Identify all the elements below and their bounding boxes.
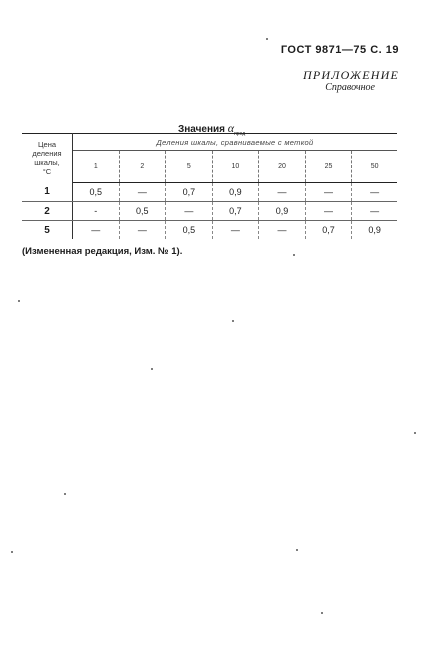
table-cell bbox=[166, 221, 213, 240]
cell-value: — bbox=[91, 225, 101, 235]
row-header-cell bbox=[22, 134, 73, 183]
table-title-symbol: α bbox=[227, 121, 235, 135]
scan-speck bbox=[151, 368, 153, 370]
table-cell bbox=[305, 183, 352, 202]
cell-value: — bbox=[277, 225, 287, 235]
cell-value: 0,5 bbox=[89, 187, 103, 197]
row-label: 1 bbox=[22, 183, 73, 202]
scan-speck bbox=[266, 38, 268, 40]
cell-value: 0,5 bbox=[136, 206, 149, 216]
column-header: 25 bbox=[305, 151, 352, 183]
cell-value: 0,9 bbox=[368, 225, 381, 235]
scan-speck bbox=[18, 300, 20, 302]
cell-value: — bbox=[370, 206, 380, 216]
column-header: 5 bbox=[166, 151, 213, 183]
table-cell bbox=[166, 202, 213, 221]
table-row bbox=[22, 202, 397, 221]
scan-speck bbox=[296, 549, 298, 551]
table-cell bbox=[352, 202, 397, 221]
table-cell bbox=[212, 202, 259, 221]
scan-speck bbox=[11, 551, 13, 553]
table-title-text: Значения bbox=[178, 124, 226, 135]
revision-note: (Измененная редакция, Изм. № 1). bbox=[22, 246, 183, 257]
table-cell bbox=[305, 221, 352, 240]
scan-speck bbox=[64, 493, 66, 495]
cell-value: — bbox=[230, 225, 240, 235]
appendix-label: ПРИЛОЖЕНИЕ bbox=[303, 68, 399, 82]
table-cell bbox=[166, 183, 213, 202]
row-header-line: °С bbox=[42, 167, 52, 177]
table-cell bbox=[73, 202, 120, 221]
cell-value: — bbox=[184, 206, 194, 216]
cell-value: 0,7 bbox=[322, 225, 335, 235]
cell-value: — bbox=[324, 187, 333, 197]
table-cell bbox=[212, 183, 259, 202]
table-row bbox=[22, 221, 397, 240]
scan-speck bbox=[232, 320, 234, 322]
table-cell bbox=[119, 183, 166, 202]
row-label: 2 bbox=[22, 202, 73, 221]
table-cell bbox=[352, 183, 397, 202]
cell-value: - bbox=[94, 206, 98, 216]
scan-speck bbox=[321, 612, 323, 614]
row-label: 5 bbox=[22, 221, 73, 240]
cell-value: — bbox=[137, 225, 147, 235]
span-header: Деления шкалы, сравниваемые с меткой bbox=[73, 134, 398, 151]
table-cell bbox=[259, 202, 306, 221]
table-cell bbox=[212, 221, 259, 240]
appendix-type: Справочное bbox=[325, 82, 375, 93]
cell-value: 0,9 bbox=[229, 187, 242, 197]
table-cell bbox=[73, 183, 120, 202]
table-cell bbox=[259, 221, 306, 240]
table-cell bbox=[73, 221, 120, 240]
table-cell bbox=[119, 221, 166, 240]
table-cell bbox=[305, 202, 352, 221]
cell-value: 0,5 bbox=[182, 225, 196, 235]
row-header-line: Цена bbox=[37, 140, 57, 150]
column-header: 20 bbox=[259, 151, 306, 183]
values-table bbox=[22, 133, 397, 239]
table-title-subscript: пред bbox=[234, 131, 246, 137]
table-cell bbox=[259, 183, 306, 202]
table-row bbox=[22, 183, 397, 202]
cell-value: — bbox=[324, 206, 333, 216]
cell-value: — bbox=[137, 187, 147, 197]
cell-value: 0,7 bbox=[229, 206, 242, 216]
column-header: 1 bbox=[73, 151, 120, 183]
table-cell bbox=[119, 202, 166, 221]
table-cell bbox=[352, 221, 397, 240]
cell-value: — bbox=[370, 187, 380, 197]
document-header: ГОСТ 9871—75 С. 19 bbox=[280, 44, 399, 56]
row-header-line: шкалы, bbox=[34, 158, 60, 168]
scan-speck bbox=[414, 432, 416, 434]
column-header: 50 bbox=[352, 151, 397, 183]
column-header: 10 bbox=[212, 151, 259, 183]
column-header: 2 bbox=[119, 151, 166, 183]
cell-value: — bbox=[277, 187, 287, 197]
cell-value: 0,9 bbox=[275, 206, 289, 216]
row-header-line: деления bbox=[32, 149, 62, 159]
cell-value: 0,7 bbox=[182, 187, 196, 197]
scan-speck bbox=[293, 254, 295, 256]
